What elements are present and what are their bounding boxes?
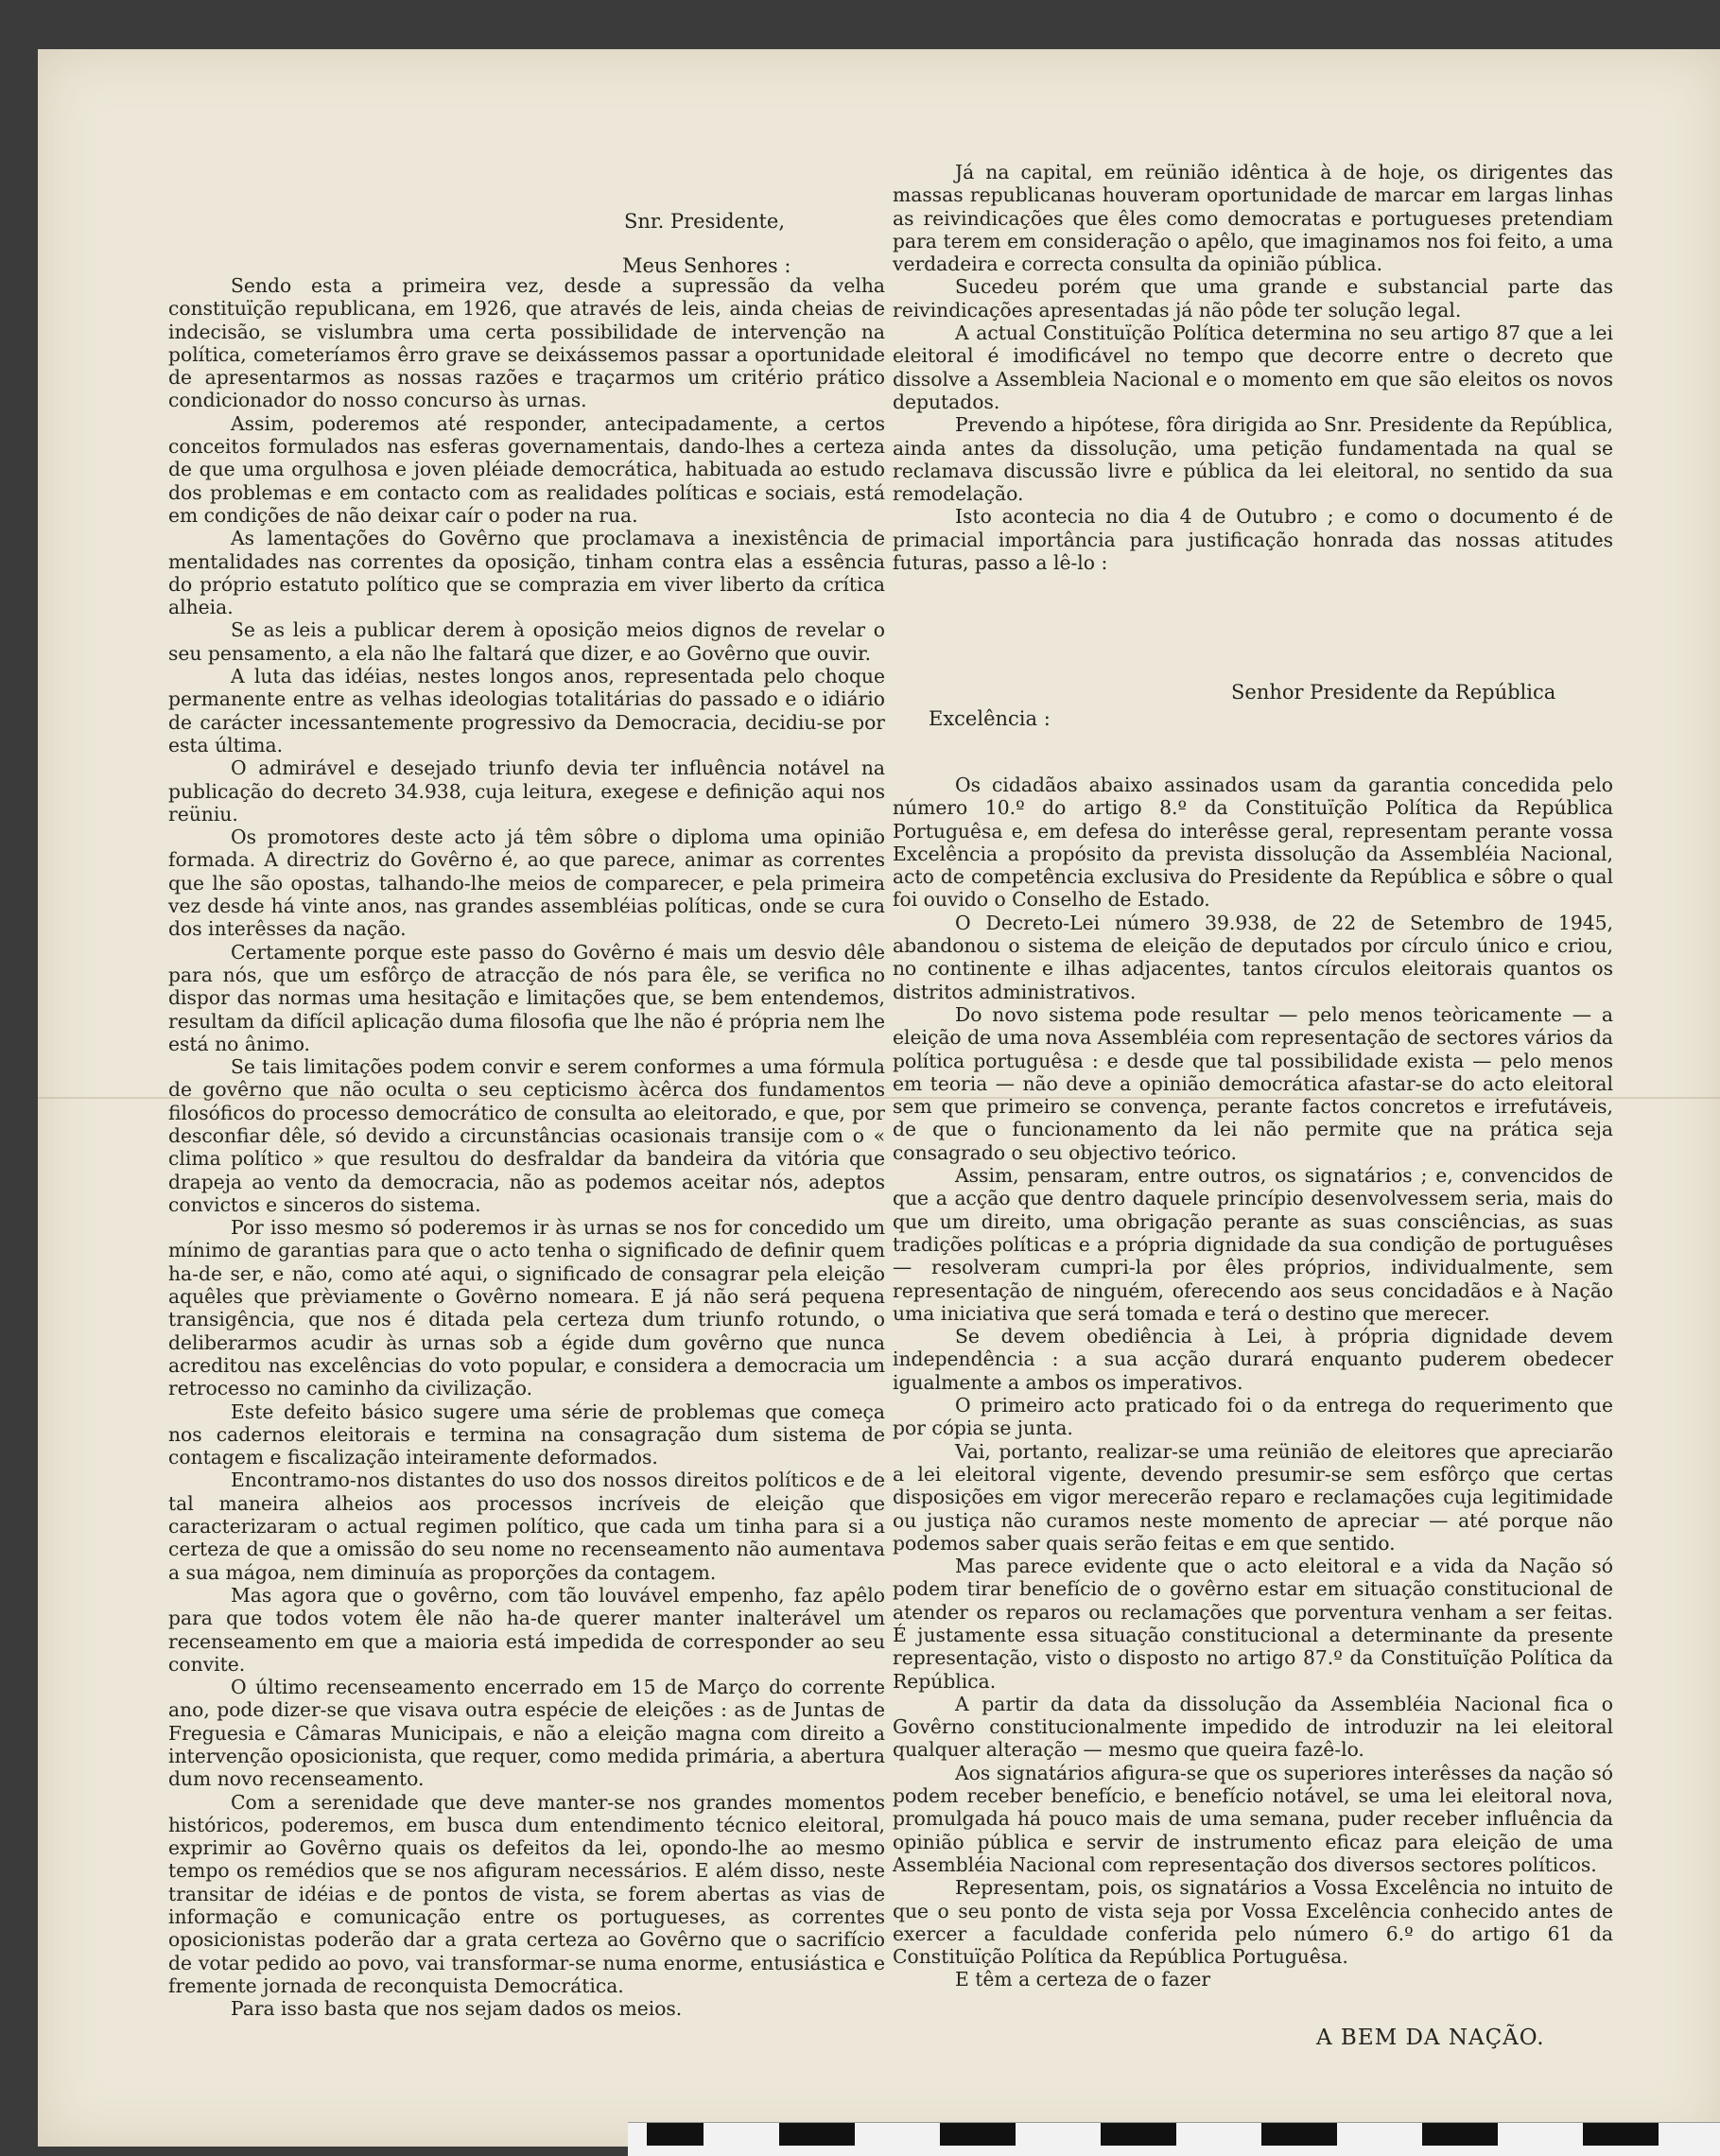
ruler-block	[1583, 2123, 1659, 2146]
paragraph: A luta das idéias, nestes longos anos, representada pelo choque permanente entre as velhas ideologias totalitárias do passado e o idiário de carácter incessantemente progressivo da Democracia, decidiu-se por esta última.	[168, 665, 885, 756]
salutation: Snr. Presidente,	[624, 210, 786, 233]
paragraph: Vai, portanto, realizar-se uma reünião de eleitores que apreciarão a lei eleitoral vigente, devendo presumir-se sem esfôrço que certas disposições em vigor merecerão reparo e reclamações cuja legitimidade ou justiça não curamos neste momento de apreciar — até porque não podemos saber quais serão feitas e em que sentido.	[893, 1439, 1613, 1555]
paragraph: O primeiro acto praticado foi o da entrega do requerimento que por cópia se junta.	[893, 1394, 1613, 1440]
paragraph: Do novo sistema pode resultar — pelo menos teòricamente — a eleição de uma nova Assembléia com representação de sectores vários da política portuguêsa : e desde que tal possibilidade exista — pelo menos em teoria — não deve a opinião democrática afastar-se do acto eleitoral sem que primeiro se convença, perante factos concretos e irrefutáveis, de que o funcionamento da lei não permite que na prática seja consagrado o seu objectivo teórico.	[893, 1002, 1613, 1164]
paragraph: Este defeito básico sugere uma série de problemas que começa nos cadernos eleitorais e termina na consagração dum sistema de contagem e fiscalização inteiramente deformados.	[168, 1400, 885, 1469]
paragraph: Sendo esta a primeira vez, desde a supressão da velha constituïção republicana, em 1926, que através de leis, ainda cheias de indecisão, se vislumbra uma certa possibilidade de intervenção na política, cometeríamos êrro grave se deixássemos passar a oportunidade de apresentarmos as nossas razões e traçarmos um critério prático condicionador do nosso concurso às urnas.	[168, 274, 885, 412]
paragraph: O admirável e desejado triunfo devia ter influência notável na publicação do decreto 34.938, cuja leitura, exegese e definição aqui nos reüniu.	[168, 756, 885, 826]
paragraph: Já na capital, em reünião idêntica à de hoje, os dirigentes das massas republicanas houveram oportunidade de marcar em largas linhas as reivindicações que êles como democratas e portugueses pretendiam para terem em consideração o apêlo, que imaginamos nos foi feito, a uma verdadeira e correcta consulta da opinião pública.	[893, 161, 1613, 276]
paragraph: Aos signatários afigura-se que os superiores interêsses da nação só podem receber benefício, e benefício notável, se uma lei eleitoral nova, promulgada há pouco mais de uma semana, puder receber influência da opinião pública e servir de instrumento eficaz para eleição de uma Assembléia Nacional com representação dos diversos sectores políticos.	[893, 1761, 1613, 1876]
paragraph: Com a serenidade que deve manter-se nos grandes momentos históricos, poderemos, em busca dum entendimento técnico eleitoral, exprimir ao Govêrno quais os defeitos da lei, opondo-lhe ao mesmo tempo os remédios que se nos afiguram necessários. E além disso, neste transitar de idéias e de pontos de vista, se forem abertas as vias de informação e comunicação entre os portugueses, as correntes oposicionistas poderão dar a grata certeza ao Govêrno que o sacrifício de votar pedido ao povo, vai transformar-se numa enorme, entusiástica e fremente jornada de reconquista Democrática.	[168, 1790, 885, 1997]
paragraph: O último recenseamento encerrado em 15 de Março do corrente ano, pode dizer-se que visava outra espécie de eleições : as de Juntas de Freguesia e Câmaras Municipais, e não a eleição magna com direito a intervenção oposicionista, que requer, como medida primária, a abertura dum novo recenseamento.	[168, 1676, 885, 1791]
paragraph: Encontramo-nos distantes do uso dos nossos direitos políticos e de tal maneira alheios aos processos incríveis de eleição que caracterizaram o actual regimen político, que cada um tinha para si a certeza de que a omissão do seu nome no recenseamento não aumentava a sua mágoa, nem diminuía as proporções da contagem.	[168, 1469, 885, 1584]
paragraph: O Decreto-Lei número 39.938, de 22 de Setembro de 1945, abandonou o sistema de eleição de deputados por círculo único e criou, no continente e ilhas adjacentes, tantos círculos eleitorais quantos os distritos administrativos.	[893, 911, 1613, 1003]
petition-salutation: Excelência :	[929, 707, 1051, 730]
document-page	[38, 49, 1720, 2147]
ruler-block	[1422, 2123, 1498, 2146]
paragraph: A actual Constituïção Política determina no seu artigo 87 que a lei eleitoral é imodificável no tempo que decorre entre o decreto que dissolve a Assembleia Nacional e o momento em que são eleitos os novos deputados.	[893, 322, 1613, 413]
paragraph: Isto acontecia no dia 4 de Outubro ; e como o documento é de primacial importância para justificação honrada das nossas atitudes futuras, passo a lê-lo :	[893, 505, 1613, 575]
paragraph: Sucedeu porém que uma grande e substancial parte das reivindicações apresentadas já não pôde ter solução legal.	[893, 275, 1613, 322]
paragraph: Os promotores deste acto já têm sôbre o diploma uma opinião formada. A directriz do Govêrno é, ao que parece, animar as correntes que lhe são opostas, talhando-lhe meios de comparecer, e pela primeira vez desde há vinte anos, nas grandes assembléias políticas, onde se cura dos interêsses da nação.	[168, 826, 885, 941]
paragraph: E têm a certeza de o fazer	[955, 1968, 1211, 1991]
greeting: Meus Senhores :	[622, 254, 791, 277]
right-column-intro	[893, 161, 1613, 574]
paragraph: As lamentações do Govêrno que proclamava a inexistência de mentalidades nas correntes da oposição, tinham contra elas a essência do próprio estatuto político que se comprazia em viver liberto da crítica alheia.	[168, 527, 885, 619]
paragraph: Mas agora que o govêrno, com tão louvável empenho, faz apêlo para que todos votem êle não ha-de querer manter inalterável um recenseamento em que a maioria está impedida de corresponder ao seu convite.	[168, 1583, 885, 1676]
ruler-block	[1101, 2123, 1176, 2146]
closing-phrase: A BEM DA NAÇÃO.	[1316, 2026, 1545, 2050]
petition-addressee: Senhor Presidente da República	[1231, 681, 1556, 704]
left-column	[168, 274, 885, 2021]
paragraph: Certamente porque este passo do Govêrno é mais um desvio dêle para nós, que um esfôrço de atracção de nós para êle, se verifica no dispor das normas uma hesitação e limitações que, se bem entendemos, resultam da difícil aplicação duma filosofia que lhe não é própria nem lhe está no ânimo.	[168, 940, 885, 1055]
paragraph: Prevendo a hipótese, fôra dirigida ao Snr. Presidente da República, ainda antes da dissolução, uma petição fundamentada na qual se reclamava discussão livre e pública da lei eleitoral, no sentido da sua remodelação.	[893, 413, 1613, 506]
paragraph: Para isso basta que nos sejam dados os meios.	[231, 1997, 683, 2021]
paragraph: Assim, pensaram, entre outros, os signatários ; e, convencidos de que a acção que dentro daquele princípio desenvolvessem seria, mais do que um direito, uma obrigação perante as suas consciências, as suas tradições políticas e a própria dignidade da sua condição de portuguêses — resolveram cumpri-la por êles próprios, individualmente, sem representação de ninguém, oferecendo aos seus concidadãos e à Nação uma iniciativa que será tomada e terá o destino que merecer.	[893, 1164, 1613, 1325]
paragraph: Os cidadãos abaixo assinados usam da garantia concedida pelo número 10.º do artigo 8.º da Constituïção Política da República Portuguêsa e, em defesa do interêsse geral, representam perante vossa Excelência a propósito da prevista dissolução da Assembléia Nacional, acto de competência exclusiva do Presidente da República e sôbre o qual foi ouvido o Conselho de Estado.	[893, 774, 1613, 912]
ruler-block	[779, 2123, 855, 2146]
scale-ruler	[628, 2122, 1720, 2156]
paragraph: A partir da data da dissolução da Assembléia Nacional fica o Govêrno constitucionalmente impedido de introduzir na lei eleitoral qualquer alteração — mesmo que queira fazê-lo.	[893, 1692, 1613, 1762]
paragraph: Representam, pois, os signatários a Vossa Excelência no intuito de que o seu ponto de vista seja por Vossa Excelência conhecido antes de exercer a faculdade conferida pelo número 6.º do artigo 61 da Constituïção Política da República Portuguêsa.	[893, 1876, 1613, 1969]
paragraph: Se devem obediência à Lei, à própria dignidade devem independência : a sua acção durará enquanto puderem obedecer igualmente a ambos os imperativos.	[893, 1325, 1613, 1394]
paragraph: Mas parece evidente que o acto eleitoral e a vida da Nação só podem tirar benefício de o govêrno estar em situação constitucional de atender os reparos ou reclamações que porventura venham a ser feitas. É justamente essa situação constitucional a determinante da presente representação, visto o disposto no artigo 87.º da Constituïção Política da República.	[893, 1555, 1613, 1693]
paragraph: Assim, poderemos até responder, antecipadamente, a certos conceitos formulados nas esferas governamentais, dando-lhes a certeza de que uma orgulhosa e joven pléiade democrática, habituada ao estudo dos problemas e em contacto com as realidades políticas e sociais, está em condições de não deixar caír o poder na rua.	[168, 411, 885, 527]
petition-body	[893, 774, 1613, 1991]
ruler-block	[1261, 2123, 1337, 2146]
paragraph: Por isso mesmo só poderemos ir às urnas se nos for concedido um mínimo de garantias para que o acto tenha o significado de definir quem ha-de ser, e não, como até aqui, o significado de consagrar pela eleição aquêles que prèviamente o Govêrno nomeara. E já não será pequena transigência, que nos é ditada pela certeza dum triunfo rotundo, o deliberarmos acudir às urnas sob a égide dum govêrno que nunca acreditou nas excelências do voto popular, e considera a democracia um retrocesso no caminho da civilização.	[168, 1216, 885, 1400]
ruler-block	[647, 2123, 704, 2146]
paragraph: Se tais limitações podem convir e serem conformes a uma fórmula de govêrno que não oculta o seu cepticismo àcêrca dos fundamentos filosóficos do processo democrático de consulta ao eleitorado, e que, por desconfiar dêle, só devido a circunstâncias ocasionais transije com o « clima político » que resultou do desfraldar da bandeira da vitória que drapeja ao vento da democracia, não as podemos aceitar nós, adeptos convictos e sinceros do sistema.	[168, 1055, 885, 1216]
ruler-block	[940, 2123, 1016, 2146]
paragraph: Se as leis a publicar derem à oposição meios dignos de revelar o seu pensamento, a ela não lhe faltará que dizer, e ao Govêrno que ouvir.	[168, 618, 885, 665]
